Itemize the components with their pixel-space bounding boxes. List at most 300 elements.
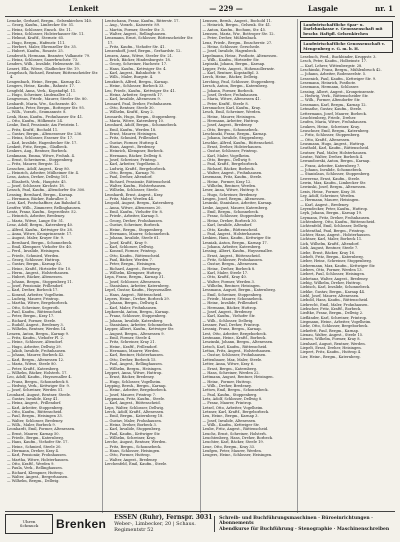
directory-entry: — Johann, Invalide, Schonnebeck. [300,167,363,172]
directory-entry: Lestmann, Heinr., Kraftf., Borbeck. [202,336,267,341]
directory-entry: Lengfeld, Anna, Verk., Kopstadtpl. 11. [7,88,77,93]
directory-entry: — Fritz, Kaufm., Viehofer Str. 41. [104,45,166,50]
directory-entry: — Karl, Invalide, Hagenbecker Str. 17. [7,140,78,145]
directory-entry: — Karl, Angest., Rüttenscheid. [104,401,161,406]
directory-entry: Lettenbauer, Max, Maler, Steele. [202,357,263,362]
directory-entry: Lengers, Heinr., Kaufm., Bahnstr. 17. [7,84,75,89]
directory-entry: — Wilh., Dreher, Bredeney. [202,383,252,388]
directory-entry: Lepping, Bernh., Bergm., Karnap. [104,383,167,388]
directory-entry: Leutze, Walter, Dreher, Borbeck 4. [300,154,364,159]
directory-entry: Lewandowski, Anton, Bergm., Karnap. [300,159,371,164]
directory-entry: — Stanislaus, Schlosser, Stoppenberg. [300,172,371,177]
directory-entry: — Johann, Arbeiter, Rodenseelstr. 5. [300,72,367,77]
directory-entry: — Hans, Angest., Rüttenscheid. [104,292,163,297]
directory-entry: — Paula, Verk., Rellinghausen. [7,466,63,471]
directory-entry: Leske, August, Maurer, Katernberg. [202,205,269,210]
directory-entry: Liehr, Otto, Schlosser, Bergeborbeck. [300,324,369,329]
directory-entry: — Heinz, Schlosser, Holsterhauser Str. 11. [7,32,85,37]
contact-title: ESSEN (Ruhr), Fernspr. 3031 [114,514,213,521]
directory-entry: Liebert, Paul, Schlosser, Heisingen. [300,272,366,277]
directory-entry: — Karl, Invalide, Stoppenberg. [104,427,162,432]
directory-entry: Lenhardt, Maria, Ww., Sachsenstr. 40. [7,101,77,106]
directory-entry: — Maria, Witwe, Katernberg 10. [104,118,165,123]
directory-entry: — Paul, Bergm., Heisingen 33. [7,414,63,419]
directory-entry: Leukers, Heinr., Schreiner, Kray. [300,124,360,129]
directory-entry: Leschinski, Franz, Bergm., Karnap. [202,131,268,136]
brand-contact [114,515,214,533]
directory-entry: — Paul, Kaufm., Stoppenberg. [202,392,258,397]
directory-entry: — Maria, Witwe, Lange Str. 51. [7,218,65,223]
directory-entry: — Heinrich, Arbeiter, Bredeney. [7,214,66,219]
directory-entry: — Otto, Bergm., Schonnebeck. [202,127,259,132]
directory-entry: Leppmann, Fritz, Kaufm., Steele. [104,396,166,401]
directory-entry: — Walter, Angest., Frohnhausen. [202,171,263,176]
directory-entry: — Gustav, Bergm., Karnap 82. [7,262,63,267]
directory-entry: Lensch, Paul, Kaufm., Altendorfer Str. 300. [7,188,86,193]
directory-entry: Liepelt, Ernst, Dreher, Heisingen. [300,346,362,351]
directory-entry: Lenssen, Bernh., Angest., Bochold 11. [202,19,272,23]
directory-entry: Lenke, Emil, Pensionär, Am Freistein 1. [7,123,80,128]
directory-entry: Lenzmann, Ernst, Schlosser, Rüttenscheider Str. 17. [104,36,194,45]
directory-entry: — Johann, Former, Borbeck. [202,88,254,93]
directory-entry: Leonhard, Adolf, Bergm., Schonnebeck. [104,123,178,128]
directory-entry: — Karl, Rentner, Holsterhausen. [104,353,164,358]
directory-entry: — Hugo, Schlosser, Vogelheim. [104,379,162,384]
directory-entry: Lieber, Heinr., Schreiner, Stoppenberg. [300,259,372,264]
directory-entry: — Ernst, Bäcker, Bredeney. [104,375,155,380]
directory-entry: Liebrecht, Emil, Maler, Frohnhausen. [300,302,369,307]
directory-entry: Lerche, August, Rentner, Werden. [104,440,167,445]
directory-entry: — Bernhard, Bergm., Schonnebeck. [7,240,73,245]
directory-entry: — Johann, Invalide, Katernberg. [104,318,164,323]
directory-entry: Liebisch, Karl, Invalide, Schonnebeck. [300,285,371,290]
directory-entry: Ley, Adolf, Schreiner, Werden. [300,194,356,199]
directory-entry: — Hedwig, Verk., Rüttenscheider Str. [300,94,369,99]
directory-entry: Liebe, Ernst, Bäcker, Kray 16. [300,250,355,255]
directory-entry: — Franz, Arbeiter, Katernberg 7. [300,163,361,168]
directory-entry: — Heinz, Angest., Frillendorf. [7,401,62,406]
directory-entry: Lesinski, Stanislaus, Arbeiter, Karnap. [202,201,273,206]
directory-entry: — Paul, Kraftf., Bergeborbeck. [202,162,259,167]
directory-entry: Leonhard, August, Rentner, Steele. [7,392,72,397]
directory-entry: — Wilh., Maler, Borbeck 9. [7,422,56,427]
boxed-notice: Landwirtschaftliche Spar- u. Darlehnskasse e. Genossenschaft mit beschr. Haftpfl. Gelsenkirchen [300,21,393,38]
directory-entry: Lesch, Emil, Schreiner, Werden. [202,110,262,115]
directory-entry: Lemcke, Gerhard, Bergm., Gelsenkirchen 140. [7,19,93,23]
directory-entry: Liebke, Gustav, Bergm., Karnap 44. [300,289,366,294]
directory-entry: — Georg, Dreher, Frohnhausen. [104,218,163,223]
directory-entry: — Anna, Witwe, Kronprinzenstr. 17. [7,231,73,236]
directory-entry: — Wilh., Kaufm., Kettwiger Str. [202,422,260,427]
directory-entry: — Wilhelm, Kraftf., Kray 2. [104,110,154,115]
directory-entry: — Karl, Bergm., Altenessen 12. [7,357,65,362]
directory-entry: Liebl, Josef, Maurer, Altenessen. [300,293,360,298]
directory-entry: Lenders, Wilh., Invalide, Helenenstr. 56. [7,62,81,67]
directory-entry: — Otto, Rentner, Steele 30. [104,105,155,110]
directory-entry: — Johann, Invalide, Steele 61. [104,236,160,241]
directory-entry: — Hans, Kaufm., Kettwiger Str. 4. [104,66,167,71]
directory-entry: Lentschann, Franz, Kaufm., Ritterstr. 17. [104,19,180,23]
directory-columns [5,19,395,513]
directory-entry: Lesemann, Hermann, Schlosser. [300,85,360,90]
directory-entry: Leuchter, Karl, Bäcker, Steele 19. [202,440,264,445]
directory-entry: — Martha, Witwe, Bergeborbeck. [7,301,69,306]
directory-entry: — Ludwig, Kraftf., Bergeborbeck. [104,166,167,171]
directory-entry: — Karl, Angest., Bahnhofstr. 9. [104,71,162,76]
directory-entry: — Wilhelm, Schreiner, Kray. [104,436,156,440]
directory-entry: — Heinr., Former, Huttrop. [202,379,252,384]
directory-entry: Liekefett, Paul, Bergm., Karnap. [300,328,360,333]
directory-entry: — Heinr., Bergm., Stoppenberg. [104,227,164,232]
directory-entry: Leonard, Paul, Dreher, Frohnhausen. [104,101,173,106]
directory-entry: Lersmacher, Karl, Kaufm., Kray. [202,105,261,110]
directory-entry: Lentfer, Wilh., Zimmerer, Rellinghausen. [7,205,82,210]
directory-entry: — Fritz, Schlosser, Stoppenberg. [300,133,361,138]
ad-line-2: Abendkurse für Buchführung · Stenographie · Maschinenschreiben [219,526,390,532]
directory-entry: Lepelmann, Heinr., Postbote, Altenessen. [202,53,278,58]
directory-entry: Leusmann, Hugo, Angest., Huttrop. [300,141,366,146]
directory-entry: Leuchtenberg, Hans, Dreher, Borbeck. [202,436,274,440]
directory-entry: — Fritz, Bergm., Schonnebeck. [104,444,162,449]
page-number: — 229 — [209,4,243,13]
logo-line-2: Schmuck [19,523,39,528]
directory-entry: — Heinz, Schlosser, Emsch. Str. 11. [7,27,72,32]
directory-entry: — Maria, Witwe, Altenessen 41. [202,97,261,102]
directory-entry: Lenkers, Aug., Rentner, Borbeck. [7,149,68,154]
directory-entry: — Gustav, Invalide, Kray 41. [7,396,59,401]
directory-entry: Lenz, Friedr., Bergm., Emscherstr. 27. [202,40,273,45]
directory-entry: — Emil, Former, Steele 4. [104,336,152,341]
directory-entry: Lienen, Wilhelm, Former, Kray 8. [300,337,361,342]
directory-entry: — Stanislaus, Arbeiter, Katernberg. [104,283,170,288]
directory-entry: Lerchenfeld, Emil, Kaufm., Steele. [104,462,168,467]
directory-entry: — Josef, Schlosser, Kirchstr. 18. [7,184,65,189]
directory-entry: — Franz, Schlosser, Stoppenberg. [104,314,167,319]
directory-entry: — Hermann, Bäcker, Ruhrallee 3. [7,197,69,202]
directory-entry: — Josef, Dreher, Frohnhausen. [202,92,259,97]
directory-entry: — Konrad, Arbeiter, Vogelheim. [7,292,65,297]
directory-entry: — Elisabeth, Verk., Hauptstr. 45. [7,179,67,184]
directory-entry: — Karl, Pensionär, Frohnhausen. [7,453,67,458]
directory-entry: — Hermann, Bäcker, Huttrop. [202,305,258,310]
directory-entry: Lessenich, Paul, Kaufm., Kettwiger Str. 9. [300,76,377,81]
directory-entry: Lerching, Paul, Schlosser, Stoppenberg. [202,79,276,84]
directory-entry: — Otto, Schreiner, Segeroth. [7,305,60,310]
directory-entry: — Stanislaus, Arbeiter, Schonnebeck. [104,323,174,328]
directory-entry: — Heinr., Schmied, Steele 20. [7,444,62,449]
directory-entry: — Karl, Rentner, Kopstadtpl. 3. [202,71,260,76]
directory-entry: Letmathe, Gustav, Kaufm., Steele. [300,107,363,112]
directory-entry: — Friedr., Bergm., Katernberg. [7,436,64,440]
directory-entry: Lest, Otto, Arbeiter, Bergeborbeck. [202,331,267,336]
directory-entry: Lenschen, Adolf, Angest., Kray 80. [7,166,70,171]
directory-entry: — Heinr., Kraftf., Frillendorf. [104,344,158,349]
directory-entry: Leopold, August, Bergm., Katernberg. [104,201,175,206]
directory-entry: — Emil, Schreiner, Stoppenberg. [202,292,263,297]
directory-entry: Lenk, Hans, Kaufm., Frohnhauser Str. 41. [7,114,84,119]
directory-entry: — Paul, Angest., Rellinghausen. [104,362,163,367]
directory-entry: Liebscher, Fritz, Kraftf., Borbeck. [300,306,362,311]
directory-entry: — Johann, Invalide, Stoppenberg. [202,136,264,141]
directory-entry: — Georg, Schlosser, Huttrop. [7,257,61,262]
directory-entry: — Otto, Former, Huttrop. [104,453,151,458]
directory-entry: Lick, Wilhelm, Kraftf., Altendorf. [300,241,360,246]
directory-entry: — Gustav, Schreiner, Borbeck. [104,223,161,228]
directory-entry: Lenderoth, Hermann, Beamter, Vulkanstr. 79. [7,53,91,58]
directory-entry: — Heinz, Dreher, Borbeck 30. [202,218,257,223]
directory-entry: — Hermann, Dreher, Kray 4. [7,449,60,454]
footer-advertisement [5,511,395,536]
brand-name: Brenken [56,517,107,531]
directory-entry: Leschke, Alfred, Kaufm., Rüttenscheid. [202,140,274,145]
directory-entry: — Otto, Kaufm., Rüttenscheid. [7,409,63,414]
directory-entry: — Ernst, Maurer, Heisingen. [104,131,157,136]
directory-entry: Leube, Fritz, Angest., Rüttenscheid. [202,427,269,432]
directory-entry: — Hermann, Maurer, Heisingen. [300,198,360,203]
directory-entry: — Gustav, Schlosser, Frintrop. [202,149,258,154]
directory-entry: — Hugo, Schreiner, Bredeney. [202,192,258,197]
column-1 [5,19,103,513]
directory-entry: Lentz, Franz, Kaufm., Segerothstr. 52. [7,210,77,215]
directory-entry: Leschinski, Franz, Bergm., Mühlenbruch 42. [300,68,382,73]
directory-entry: — Richard, Angest., Bredeney. [104,266,161,271]
directory-entry: Lichtenberg, Otto, Kaufm., Rüttenscheid. [300,220,376,225]
directory-entry: — Walter, Schlosser, Bredeney. [7,418,64,423]
directory-entry: — Anton, Kaufm., Bochum, Str. 45. [202,27,267,32]
directory-entry: — Wilhelm, Rentner, Werden. [202,184,257,189]
directory-entry: Leo, Friedr., Kaufm., Kettwiger Str. 41. [104,88,176,93]
directory-entry: — Gustav, Schlosser, Frohnhausen. [202,353,267,358]
header-left-name: Lenkeit [69,4,99,13]
directory-entry: — Heinr., Kraftf., Hirtsiefer Str. 10. [7,266,72,271]
directory-entry: Lenkmann, Emma, Witwe, Frohnh. 4. [7,153,76,158]
directory-entry: Letsch, Karl, Kaufm., Rüttenscheid. [202,344,268,349]
directory-entry: — Ernst, Maurer, Karnap 50. [7,431,60,436]
directory-entry: — Emil, Bergm., Schonnebeck. [202,210,259,215]
column-4 [298,19,395,513]
directory-entry: Lenzenhoff, Josef, Bergm., Gerhardstr. 12. [104,49,182,54]
directory-entry: — Emil, Klempner, Viehofer Str. 40. [7,244,72,249]
directory-entry: Liedtke, Franz, Bergm., Dellwig 2. [300,311,364,316]
directory-entry: — Paul, Bäcker, Werden 7. [104,257,153,262]
directory-entry: — Wilhelm, Bäcker, Holsterh. 17. [7,370,68,375]
directory-entry: — Karl, Schlosser, Dellwig. [104,244,154,249]
directory-entry: Lewerenz, Ernst, Kaufm., Steele. [300,176,361,181]
directory-entry: Leugers, Heinr., Schlosser, Heisingen. [202,453,273,458]
boxed-notice: Landwirtschaftliche Genossenschaft v. Mengenberg e. G. m. b. H. [300,40,393,53]
directory-entry: — Georg, Schreiner, Hachestr. 17. [104,62,168,67]
directory-entry: — Wilh., Schlosser, Dellwig. [202,318,254,323]
directory-entry: — Karl, Arbeiter, Stoppenberg. [7,405,64,410]
directory-entry: Lessnig, Franz, Bergm., Karnap. [202,327,262,332]
directory-entry: — Heinr., Arbeiter, Bergeborbeck. [104,388,167,393]
directory-entry: — Karl, Maler, Steele 17. [202,270,249,275]
directory-entry: — Peter, Dreher, Mühlenbach. [202,36,258,41]
directory-entry: — Walter, Angest., Rellinghausen. [104,32,167,37]
directory-entry: — Johann, Bergm., Dellwig 4. [104,301,159,306]
directory-entry: Lichtenthal, Paul, Bergm., Frintrop. [300,228,366,233]
directory-entry: Lessner, Paul, Dreher, Frintrop. [202,323,261,328]
directory-entry: — Fritz, Schlosser, Frohnhausen. [202,257,263,262]
directory-entry: Lienau, Walter, Angest., Steele 15. [300,333,364,338]
directory-entry: — Hedwig, Verk., Kettwiger Str. 9. [7,383,70,388]
directory-entry: — Emil, Kaufm., Viehofer Str. 8. [104,210,163,215]
directory-entry: Liebers, Otto, Former, Werden 13. [300,267,363,272]
directory-entry: — Josef, Angest., Bredeney. [202,310,253,315]
directory-entry: Lichtner, Karl, Maler, Borbeck 11. [300,237,363,242]
directory-entry: — Hans, Kaufm., Viehofer Str. 17. [7,440,69,445]
directory-entry: Leonhardt, Emil, Former, Altenessen. [7,427,76,432]
directory-entry: — Peter, Kraftf., Steele 8. [202,101,249,106]
directory-entry: — Emil, Kaufm., Werden 18. [104,127,157,132]
directory-entry: Liebelt, Fritz, Bergm., Katernberg. [300,254,364,259]
directory-entry: — Ernst, Bergm., Katernberg. [202,366,258,371]
directory-entry: Lepa, Franz, Bergm., Karnap 31. [104,275,165,280]
directory-entry: — Ernst, Angest., Rüttenscheid. [202,253,261,258]
directory-entry: Lepers, Heinr., Dreher, Borbeck 29. [104,297,170,301]
directory-entry: — Fritz, Kraftf., Bochold 11. [7,127,59,132]
directory-entry: — Wilhelm, Bergm., Dellwig. [7,479,60,484]
contact-line: Weber-, Limbecker, 20 | Schaus. Regimentstr 52 [114,521,196,533]
directory-entry: Lichtenfeld, Emil, Schlosser, Dellwig. [300,224,369,229]
directory-entry: — Johann, Maurer, Borbeck 42. [7,353,65,358]
directory-entry: — Heinz, Arbeiter, Segeroth 17. [104,92,163,97]
directory-entry: Lieb, August, Rentner, Steele 7. [300,246,359,251]
directory-entry: Lengebach, Richard, Rentner, Rüttenscheider Str. 4. [7,71,99,80]
directory-entry: Letz, Adolf, Schlosser, Dellwig 8. [202,396,263,401]
directory-entry: Lenkeit, Fritz, Bergm., Gladbeck. [7,144,68,149]
directory-entry: Lersch, Anton, Bergm., Katernberg. [202,84,268,89]
directory-entry: — Herm., Angest., Holsterhausen. [7,270,70,275]
directory-entry: — Otto, Kaufm., Hölkenstr. 24. [7,118,64,123]
directory-entry: — Heinrich, Klempner, Borbeck. [104,149,164,154]
directory-entry: — Wilhelm, Rentner, Werden 14. [7,327,67,332]
directory-entry: — Wilhelm, Rentner, Heisingen. [202,283,261,288]
directory-entry: — Gustav, Maler, Frohnhausen. [104,418,162,423]
directory-entry: Leuschner, Emil, Bergm., Katernberg. [300,128,370,133]
directory-entry: Lichter, Hans, Angest., Holsterhausen. [300,233,371,238]
directory-entry: — Peter, Kraftf., Katernberg. [7,366,60,371]
directory-entry: Lens, Anton, Dreher, Dellwig 101. [7,175,69,180]
directory-entry: Letter, Anna, Witwe, Kray 6. [202,362,255,367]
directory-entry: — Fritz, Kaufm., Viehofer Pl. 2. [7,336,64,341]
logo-line-1: Uhren [22,518,36,524]
directory-entry: — Fritz, Maurer, Bergstr. 12. [7,162,60,167]
directory-entry: — Otto, Kraftf., Altenessen. [300,137,351,142]
directory-entry: Lesemann, Heinrich, Postbote. [300,81,357,86]
header-right-number: nr. 1 [375,4,393,13]
directory-entry: — Anna, Witwe, Altenessen 20. [104,205,162,210]
directory-entry: Lesgen, Josef, Bergm., Altenessen. [202,197,266,202]
directory-entry: Leps, Walter, Schlosser, Dellwig. [104,405,165,410]
directory-entry: Liebetanz, Walter, Angest., Bredeney. [300,276,369,281]
directory-entry: — Heinz, Schlosser, Essener Str. 17. [7,136,74,141]
directory-entry: — Heinr., Schlosser, Borbeck 33. [104,84,165,89]
directory-entry: — Fritz, Maler, Werden 44. [104,197,155,202]
directory-entry: Lepel, Gustav, Kaufm., Huyssenallee. [104,288,173,293]
directory-entry: — Josef, Schreiner, Frintrop. [104,158,157,162]
directory-entry: Liefländer, Karl, Schreiner, Frintrop. [300,315,368,320]
directory-entry: Lenert, Ella, Witwe, Gladbecker Str. 19. [7,66,80,71]
directory-entry: — Paul, Angest., Holsterhausen. [202,231,262,236]
directory-entry: Leonards, Hugo, Bergm., Stoppenberg. [104,114,177,119]
directory-entry: Leufgen, Peter, Maurer, Werden. [202,449,262,454]
directory-entry: — Ludwig, Maurer, Frintrop. [7,297,60,301]
directory-entry: Liebig, Wilhelm, Dreher, Huttrop. [300,280,362,285]
directory-entry: — Erich, Bäcker, Hindenburgstr. 18. [104,58,171,63]
directory-entry: — Hugo, Bergm., Hafenstr. 111. [7,40,66,45]
directory-entry: — Franz, Schlosser, Stoppenberg. [202,214,265,219]
directory-entry: — Walter, Kaufm., Holsterhausen. [104,184,167,189]
directory-entry: — Martha, Witwe, Holsterhausen. [7,457,69,462]
directory-entry: Lesemann, Fritz, Kaufm., Steele. [202,175,263,180]
directory-entry: Leppert, Anna, Witwe, Huttrop. [104,370,163,375]
directory-entry: Lessmann, August, Bergm., Katernberg. [202,288,276,293]
page-header [5,4,395,17]
brand-logo [5,514,53,534]
ad-line-1: Schreib- und Buchführungsmaschinen · Büroeinrichtungen · Abonnements [219,515,373,527]
directory-entry: — Heinrich, Arbeiter, Mülheimer Str. 4. [7,171,80,176]
directory-entry: Lewinski, Josef, Bergm., Altenessen. [300,185,367,190]
directory-entry: — Aug., Vorarb., Kaiserstr. 89. [104,23,161,28]
directory-entry: Lenz, Adolf, Bergm., Katernberg 40. [7,223,74,228]
directory-entry: — Walter, Angest., Bergerhausen. [7,475,69,480]
directory-entry: — Hermann, Maurer, Schonnebeck. [104,231,170,236]
directory-entry: — Otto, Kaufm., Rüttenscheid. [202,227,259,232]
directory-entry: — Heinr., Dreher, Borbeck 8. [202,266,256,271]
ad-text [214,516,395,533]
directory-entry: Lesebuch, Ferd., Buchbinder, Kruppstr. 3. [300,55,377,60]
directory-entry: — Wilhelm, Klempner, Huttrop. [104,270,163,275]
directory-entry: — Josef, Invalide, Altenessen. [202,418,257,423]
directory-entry: — Richard, Bäcker, Borbeck. [202,166,255,171]
directory-entry: — Emil, Bergm., Katernberg 18. [104,414,164,419]
directory-entry: Lerch, Heinr., Bäcker, Dellwig. [202,75,259,80]
directory-entry: Leuchs, Ernst, Schreiner, Holsterh. [202,431,267,436]
directory-entry: Lesniak, Anton, Bergm., Karnap 17. [202,240,268,245]
directory-entry: — Karl, Maler, Vogelheim. [202,153,251,158]
directory-entry: — Otto, Bergm., Dellwig 9. [202,158,252,162]
directory-entry: — Ernst, Dreher, Holsterhausen. [202,144,263,149]
directory-entry: Lettmann, August, Rentner, Heisingen. [202,375,274,380]
directory-entry: — Helmut, Kraftf., Sternstr. 65. [7,36,65,41]
directory-entry: — Konrad, Former, Frintrop. [104,249,157,254]
directory-entry: — Hans, Angest., Bredeney. [104,144,156,149]
directory-entry: — Paul, Kaufm., Kettwiger Str. [104,431,161,436]
directory-entry: — Heinr., Former, Kray 12. [202,179,252,184]
directory-entry: — Hans, Schlosser, Heisingen. [104,449,161,454]
directory-entry: — Fritz, Schmied, Frillendorf. [104,136,160,141]
directory-entry: Lenzen, Anton, Bergm., Karnap 9. [7,331,70,336]
directory-entry: Lessing, Albert, Kaufm., Huyssenallee. [202,249,274,254]
directory-entry: Lessing, Albert, Angest., Kronprinzenstr. [300,89,375,94]
directory-entry: — Friedr., Schmied, Werden. [7,253,60,258]
directory-entry: — Hugo, Schreiner, Lindenallee 21. [7,92,72,97]
directory-entry: — Franz, Maurer, Frintrop. [202,401,253,406]
directory-entry: — Ernst, Schreinerm., Stoppenberg. [7,158,74,162]
directory-entry: — Karl, Invalide, Altendorf. [202,223,253,228]
directory-entry: Leyendecker, Peter, Kaufm., Huttrop. [300,207,369,212]
directory-entry: — Otto, Kraftf., Werden 9. [7,462,55,467]
directory-entry: Lettau, Fritz, Angest., Holsterhausen. [202,349,272,354]
directory-entry: — Josef, Invalide, Hagenbeck. [202,49,257,54]
directory-entry: — Richard, Former, Steele. [7,318,57,323]
directory-entry: — Josef, Kraftf., Kray 9. [104,240,148,245]
directory-entry: — Paul, Dreher, Altendorf. [104,175,153,180]
directory-entry: Lengenbach, Heinr., Bergm., Karnap 42. [7,79,81,84]
directory-entry: Liegmann, Heinr., Arbeiter, Vogelheim. [300,320,372,324]
directory-entry: — Josef, Pensionär, Frillendorf. [7,283,64,288]
